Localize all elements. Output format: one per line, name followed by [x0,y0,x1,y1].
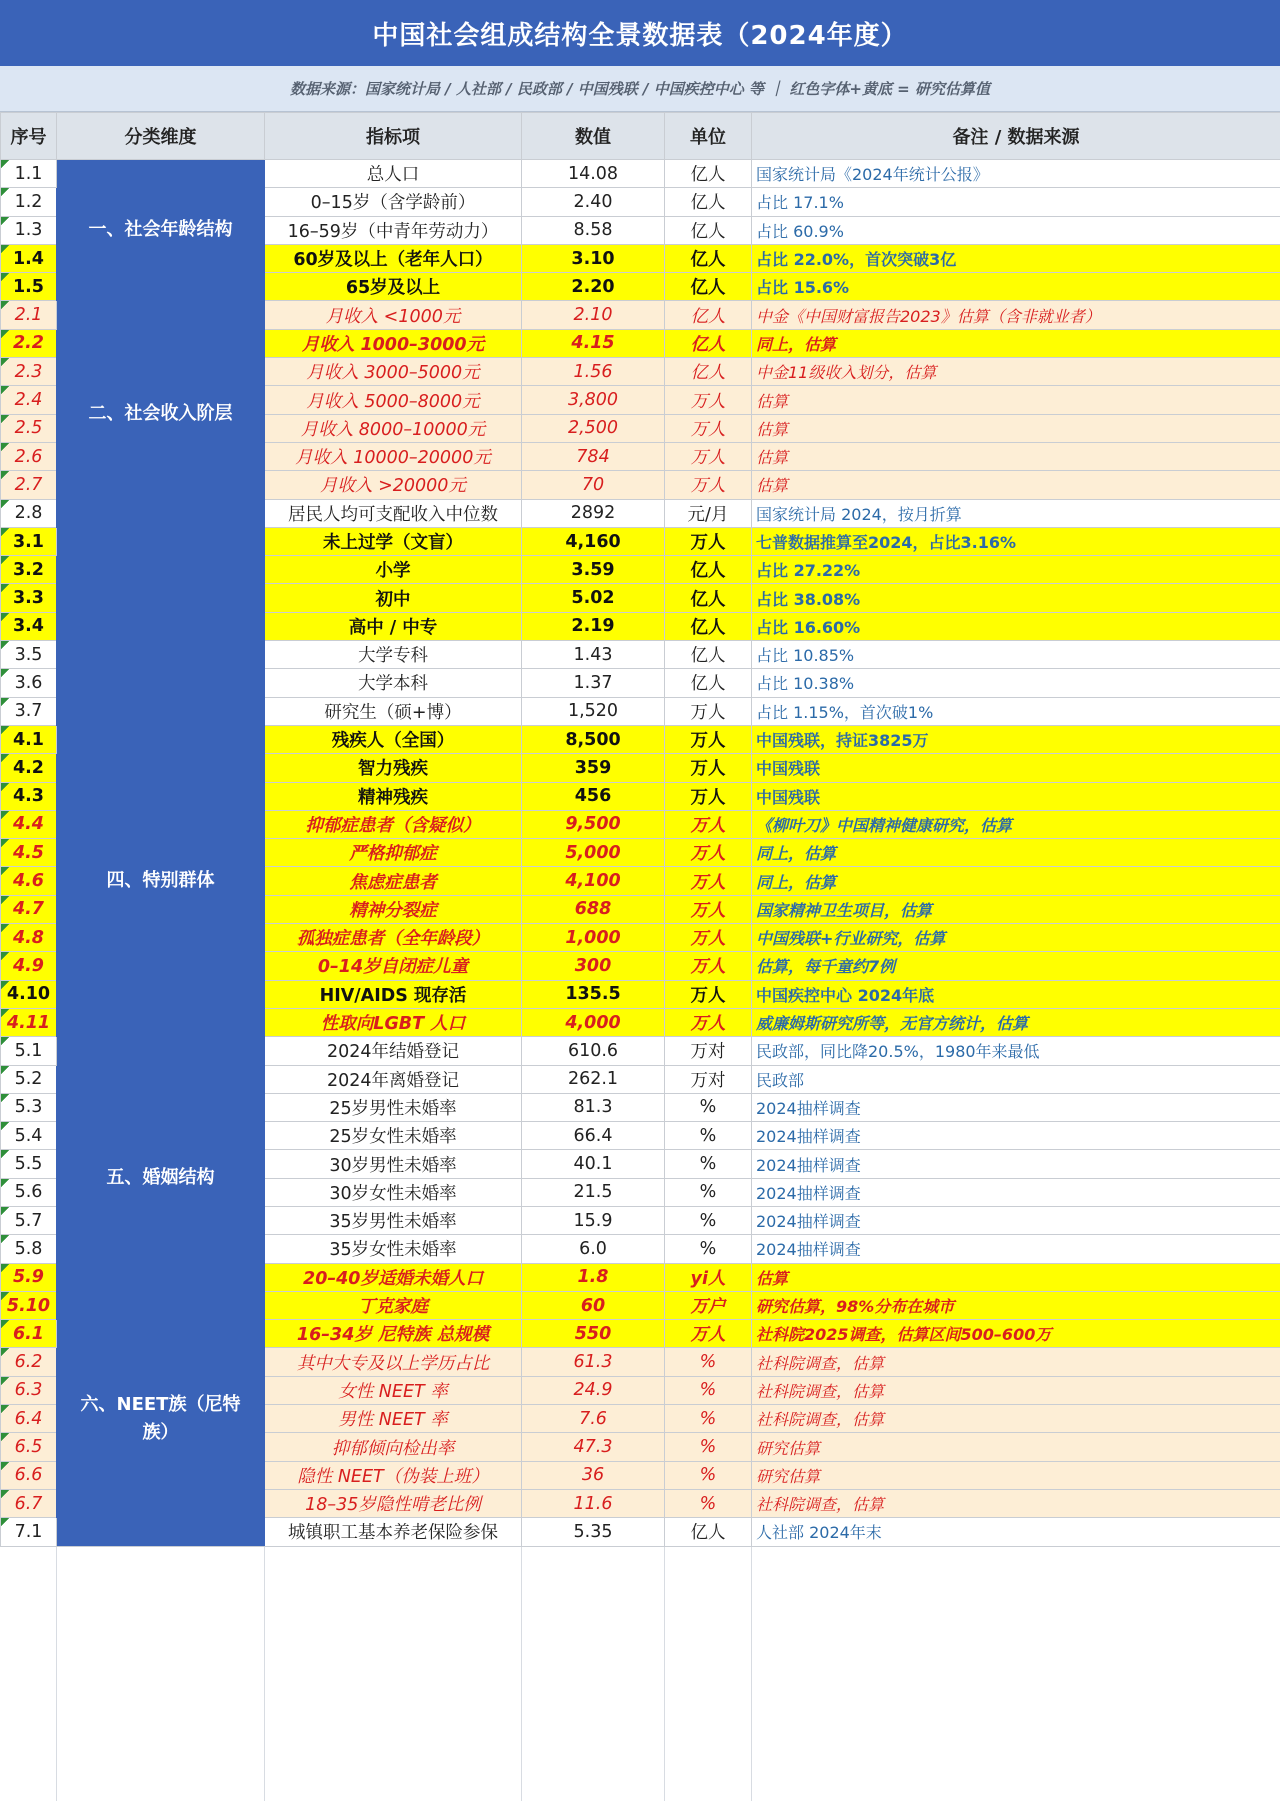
value-cell[interactable]: 24.9 [522,1376,665,1404]
unit-cell[interactable]: 亿人 [665,301,752,329]
note-cell[interactable]: 2024抽样调查 [752,1235,1280,1263]
note-cell[interactable]: 占比 1.15%，首次破1% [752,697,1280,725]
indicator-cell[interactable]: 精神分裂症 [265,895,522,923]
unit-cell[interactable]: 亿人 [665,641,752,669]
empty-rows-area [0,1546,1280,1801]
unit-cell[interactable]: % [665,1348,752,1376]
unit-cell[interactable]: % [665,1405,752,1433]
note-cell[interactable]: 社科院调查，估算 [752,1405,1280,1433]
table-row [1,1320,1280,1348]
value-cell[interactable]: 2.40 [522,188,665,216]
unit-cell[interactable]: 元/月 [665,499,752,527]
row-index-cell[interactable]: 2.3 [1,358,57,386]
row-index-cell[interactable]: 3.1 [1,527,57,555]
unit-cell[interactable]: % [665,1461,752,1489]
value-cell[interactable]: 11.6 [522,1489,665,1517]
indicator-cell[interactable]: 丁克家庭 [265,1291,522,1319]
note-cell[interactable]: 威廉姆斯研究所等，无官方统计，估算 [752,1008,1280,1036]
column-header-category[interactable]: 分类维度 [57,113,265,160]
indicator-cell[interactable]: 16–59岁（中青年劳动力） [265,216,522,244]
indicator-cell[interactable]: 30岁男性未婚率 [265,1150,522,1178]
value-cell[interactable]: 550 [522,1320,665,1348]
row-index-cell[interactable]: 3.3 [1,584,57,612]
row-index-cell[interactable]: 2.8 [1,499,57,527]
unit-cell[interactable]: 亿人 [665,273,752,301]
note-cell[interactable]: 占比 10.38% [752,669,1280,697]
row-index-cell[interactable]: 3.4 [1,612,57,640]
row-index-cell[interactable]: 2.4 [1,386,57,414]
unit-cell[interactable]: 万人 [665,527,752,555]
unit-cell[interactable]: 亿人 [665,612,752,640]
row-index-cell[interactable]: 4.1 [1,725,57,753]
indicator-cell[interactable]: 2024年离婚登记 [265,1065,522,1093]
category-group-cell[interactable]: 一、社会年龄结构 [57,160,265,301]
note-cell[interactable]: 估算 [752,471,1280,499]
value-cell[interactable]: 2.10 [522,301,665,329]
note-cell[interactable]: 社科院调查，估算 [752,1376,1280,1404]
indicator-cell[interactable]: HIV/AIDS 现存活 [265,980,522,1008]
indicator-cell[interactable]: 智力残疾 [265,754,522,782]
value-cell[interactable]: 14.08 [522,160,665,188]
unit-cell[interactable]: 万人 [665,895,752,923]
note-cell[interactable]: 中国残联+行业研究，估算 [752,924,1280,952]
indicator-cell[interactable]: 居民人均可支配收入中位数 [265,499,522,527]
value-cell[interactable]: 5.35 [522,1518,665,1546]
indicator-cell[interactable]: 隐性 NEET（伪装上班） [265,1461,522,1489]
indicator-cell[interactable]: 65岁及以上 [265,273,522,301]
unit-cell[interactable]: 亿人 [665,669,752,697]
note-cell[interactable]: 占比 27.22% [752,556,1280,584]
indicator-cell[interactable]: 高中 / 中专 [265,612,522,640]
header-row [1,113,1280,160]
row-index-cell[interactable]: 3.5 [1,641,57,669]
note-cell[interactable]: 研究估算，98%分布在城市 [752,1291,1280,1319]
table-row [1,527,1280,555]
indicator-cell[interactable]: 总人口 [265,160,522,188]
unit-cell[interactable]: 万人 [665,867,752,895]
indicator-cell[interactable]: 0–14岁自闭症儿童 [265,952,522,980]
row-index-cell[interactable]: 2.1 [1,301,57,329]
value-cell[interactable]: 456 [522,782,665,810]
value-cell[interactable]: 2.19 [522,612,665,640]
row-index-cell[interactable]: 1.1 [1,160,57,188]
row-index-cell[interactable]: 6.7 [1,1489,57,1517]
row-index-cell[interactable]: 1.2 [1,188,57,216]
unit-cell[interactable]: 万人 [665,782,752,810]
note-cell[interactable]: 中国残联 [752,754,1280,782]
note-cell[interactable]: 中国残联，持证3825万 [752,725,1280,753]
value-cell[interactable]: 70 [522,471,665,499]
note-cell[interactable]: 2024抽样调查 [752,1122,1280,1150]
row-index-cell[interactable]: 1.5 [1,273,57,301]
value-cell[interactable]: 784 [522,442,665,470]
value-cell[interactable]: 6.0 [522,1235,665,1263]
value-cell[interactable]: 61.3 [522,1348,665,1376]
gridline [664,1547,665,1801]
note-cell[interactable]: 占比 38.08% [752,584,1280,612]
gridline [751,1547,752,1801]
note-cell[interactable]: 占比 17.1% [752,188,1280,216]
table-row [1,725,1280,753]
table-row [1,1518,1280,1546]
note-cell[interactable]: 占比 15.6% [752,273,1280,301]
indicator-cell[interactable]: 男性 NEET 率 [265,1405,522,1433]
unit-cell[interactable]: 万人 [665,725,752,753]
table-title-text: 中国社会组成结构全景数据表（2024年度） [372,20,908,51]
unit-cell[interactable]: 万人 [665,980,752,1008]
unit-cell[interactable]: yi人 [665,1263,752,1291]
note-cell[interactable]: 估算 [752,1263,1280,1291]
note-cell[interactable]: 同上，估算 [752,839,1280,867]
row-index-cell[interactable]: 5.3 [1,1093,57,1121]
value-cell[interactable]: 688 [522,895,665,923]
value-cell[interactable]: 300 [522,952,665,980]
unit-cell[interactable]: 万人 [665,924,752,952]
row-index-cell[interactable]: 5.8 [1,1235,57,1263]
value-cell[interactable]: 1.56 [522,358,665,386]
indicator-cell[interactable]: 20–40岁适婚未婚人口 [265,1263,522,1291]
value-cell[interactable]: 3,800 [522,386,665,414]
unit-cell[interactable]: 万人 [665,810,752,838]
value-cell[interactable]: 262.1 [522,1065,665,1093]
row-index-cell[interactable]: 4.10 [1,980,57,1008]
row-index-cell[interactable]: 4.7 [1,895,57,923]
row-index-cell[interactable]: 5.10 [1,1291,57,1319]
unit-cell[interactable]: % [665,1178,752,1206]
note-cell[interactable]: 估算 [752,442,1280,470]
gridline [521,1547,522,1801]
row-index-cell[interactable]: 2.2 [1,329,57,357]
column-header-indicator[interactable]: 指标项 [265,113,522,160]
row-index-cell[interactable]: 5.7 [1,1206,57,1234]
value-cell[interactable]: 8.58 [522,216,665,244]
unit-cell[interactable]: 亿人 [665,556,752,584]
note-cell[interactable]: 社科院2025调查，估算区间500–600万 [752,1320,1280,1348]
table-row [1,1037,1280,1065]
value-cell[interactable]: 1,000 [522,924,665,952]
gridline [56,1547,57,1801]
unit-cell[interactable]: 万人 [665,442,752,470]
indicator-cell[interactable]: 2024年结婚登记 [265,1037,522,1065]
indicator-cell[interactable]: 严格抑郁症 [265,839,522,867]
unit-cell[interactable]: 万人 [665,952,752,980]
note-cell[interactable]: 研究估算 [752,1461,1280,1489]
unit-cell[interactable]: 万人 [665,697,752,725]
value-cell[interactable]: 5.02 [522,584,665,612]
unit-cell[interactable]: 万对 [665,1037,752,1065]
indicator-cell[interactable]: 性取向LGBT 人口 [265,1008,522,1036]
unit-cell[interactable]: 万人 [665,839,752,867]
indicator-cell[interactable]: 月收入 1000–3000元 [265,329,522,357]
value-cell[interactable]: 47.3 [522,1433,665,1461]
value-cell[interactable]: 36 [522,1461,665,1489]
indicator-cell[interactable]: 残疾人（全国） [265,725,522,753]
row-index-cell[interactable]: 3.2 [1,556,57,584]
unit-cell[interactable]: % [665,1206,752,1234]
value-cell[interactable]: 66.4 [522,1122,665,1150]
note-cell[interactable]: 估算 [752,386,1280,414]
value-cell[interactable]: 81.3 [522,1093,665,1121]
value-cell[interactable]: 3.59 [522,556,665,584]
row-index-cell[interactable]: 5.5 [1,1150,57,1178]
row-index-cell[interactable]: 5.9 [1,1263,57,1291]
indicator-cell[interactable]: 月收入 >20000元 [265,471,522,499]
row-index-cell[interactable]: 6.1 [1,1320,57,1348]
unit-cell[interactable]: 亿人 [665,358,752,386]
row-index-cell[interactable]: 5.4 [1,1122,57,1150]
indicator-cell[interactable]: 16–34岁 尼特族 总规模 [265,1320,522,1348]
row-index-cell[interactable]: 4.8 [1,924,57,952]
row-index-cell[interactable]: 4.3 [1,782,57,810]
value-cell[interactable]: 15.9 [522,1206,665,1234]
unit-cell[interactable]: % [665,1376,752,1404]
unit-cell[interactable]: 万人 [665,471,752,499]
unit-cell[interactable]: % [665,1235,752,1263]
column-header-index[interactable]: 序号 [1,113,57,160]
row-index-cell[interactable]: 7.1 [1,1518,57,1546]
row-index-cell[interactable]: 4.9 [1,952,57,980]
note-cell[interactable]: 中金11级收入划分，估算 [752,358,1280,386]
unit-cell[interactable]: 万人 [665,1320,752,1348]
indicator-cell[interactable]: 抑郁症患者（含疑似） [265,810,522,838]
note-cell[interactable]: 占比 16.60% [752,612,1280,640]
unit-cell[interactable]: 万对 [665,1065,752,1093]
unit-cell[interactable]: 万人 [665,386,752,414]
indicator-cell[interactable]: 抑郁倾向检出率 [265,1433,522,1461]
value-cell[interactable]: 40.1 [522,1150,665,1178]
row-index-cell[interactable]: 4.11 [1,1008,57,1036]
row-index-cell[interactable]: 2.7 [1,471,57,499]
note-cell[interactable]: 占比 60.9% [752,216,1280,244]
category-group-cell[interactable]: 五、婚姻结构 [57,1037,265,1320]
note-cell[interactable]: 民政部 [752,1065,1280,1093]
indicator-cell[interactable]: 大学本科 [265,669,522,697]
source-line [0,66,1280,112]
indicator-cell[interactable]: 月收入 8000–10000元 [265,414,522,442]
column-header-note[interactable]: 备注 / 数据来源 [752,113,1280,160]
note-cell[interactable]: 中国残联 [752,782,1280,810]
unit-cell[interactable]: % [665,1093,752,1121]
indicator-cell[interactable]: 小学 [265,556,522,584]
note-cell[interactable]: 中金《中国财富报告2023》估算（含非就业者） [752,301,1280,329]
row-index-cell[interactable]: 2.6 [1,442,57,470]
indicator-cell[interactable]: 焦虑症患者 [265,867,522,895]
row-index-cell[interactable]: 3.6 [1,669,57,697]
value-cell[interactable]: 2892 [522,499,665,527]
unit-cell[interactable]: 亿人 [665,216,752,244]
note-cell[interactable]: 2024抽样调查 [752,1178,1280,1206]
indicator-cell[interactable]: 0–15岁（含学龄前） [265,188,522,216]
value-cell[interactable]: 135.5 [522,980,665,1008]
category-group-cell[interactable]: 四、特别群体 [57,725,265,1036]
note-cell[interactable]: 社科院调查，估算 [752,1348,1280,1376]
value-cell[interactable]: 7.6 [522,1405,665,1433]
note-cell[interactable]: 国家统计局《2024年统计公报》 [752,160,1280,188]
value-cell[interactable]: 1.37 [522,669,665,697]
unit-cell[interactable]: 万人 [665,754,752,782]
value-cell[interactable]: 1.8 [522,1263,665,1291]
note-cell[interactable]: 占比 22.0%，首次突破3亿 [752,244,1280,272]
note-cell[interactable]: 国家统计局 2024，按月折算 [752,499,1280,527]
table-title [0,0,1280,66]
row-index-cell[interactable]: 4.4 [1,810,57,838]
indicator-cell[interactable]: 60岁及以上（老年人口） [265,244,522,272]
indicator-cell[interactable]: 研究生（硕+博） [265,697,522,725]
note-cell[interactable]: 研究估算 [752,1433,1280,1461]
row-index-cell[interactable]: 4.6 [1,867,57,895]
row-index-cell[interactable]: 1.4 [1,244,57,272]
value-cell[interactable]: 610.6 [522,1037,665,1065]
note-cell[interactable]: 2024抽样调查 [752,1150,1280,1178]
column-header-unit[interactable]: 单位 [665,113,752,160]
unit-cell[interactable]: 亿人 [665,584,752,612]
indicator-cell[interactable]: 月收入 10000–20000元 [265,442,522,470]
indicator-cell[interactable]: 18–35岁隐性啃老比例 [265,1489,522,1517]
value-cell[interactable]: 4,000 [522,1008,665,1036]
row-index-cell[interactable]: 4.5 [1,839,57,867]
note-cell[interactable]: 七普数据推算至2024，占比3.16% [752,527,1280,555]
indicator-cell[interactable]: 孤独症患者（全年龄段） [265,924,522,952]
table-row [1,301,1280,329]
value-cell[interactable]: 4,160 [522,527,665,555]
source-line-text: 数据来源：国家统计局 / 人社部 / 民政部 / 中国残联 / 中国疾控中心 等 ｜ 红色字体+黄底 = 研究估算值 [290,80,990,98]
table-row [1,160,1280,188]
category-group-cell[interactable]: 六、NEET族（尼特族） [57,1320,265,1518]
row-index-cell[interactable]: 6.4 [1,1405,57,1433]
indicator-cell[interactable]: 未上过学（文盲） [265,527,522,555]
indicator-cell[interactable]: 30岁女性未婚率 [265,1178,522,1206]
unit-cell[interactable]: 亿人 [665,329,752,357]
indicator-cell[interactable]: 月收入 3000–5000元 [265,358,522,386]
row-index-cell[interactable]: 5.2 [1,1065,57,1093]
value-cell[interactable]: 8,500 [522,725,665,753]
row-index-cell[interactable]: 6.5 [1,1433,57,1461]
value-cell[interactable]: 2,500 [522,414,665,442]
value-cell[interactable]: 3.10 [522,244,665,272]
indicator-cell[interactable]: 大学专科 [265,641,522,669]
table-body [1,160,1280,1773]
row-index-cell[interactable]: 6.2 [1,1348,57,1376]
value-cell[interactable]: 1.43 [522,641,665,669]
note-cell[interactable]: 民政部，同比降20.5%，1980年来最低 [752,1037,1280,1065]
value-cell[interactable]: 5,000 [522,839,665,867]
unit-cell[interactable]: % [665,1150,752,1178]
data-table [0,112,1280,1773]
unit-cell[interactable]: 万户 [665,1291,752,1319]
note-cell[interactable]: 占比 10.85% [752,641,1280,669]
gridline [264,1547,265,1801]
value-cell[interactable]: 359 [522,754,665,782]
indicator-cell[interactable]: 城镇职工基本养老保险参保 [265,1518,522,1546]
row-index-cell[interactable]: 6.3 [1,1376,57,1404]
unit-cell[interactable]: 亿人 [665,1518,752,1546]
unit-cell[interactable]: % [665,1489,752,1517]
indicator-cell[interactable]: 35岁女性未婚率 [265,1235,522,1263]
indicator-cell[interactable]: 精神残疾 [265,782,522,810]
row-index-cell[interactable]: 2.5 [1,414,57,442]
column-header-value[interactable]: 数值 [522,113,665,160]
indicator-cell[interactable]: 25岁女性未婚率 [265,1122,522,1150]
note-cell[interactable]: 中国疾控中心 2024年底 [752,980,1280,1008]
value-cell[interactable]: 4,100 [522,867,665,895]
indicator-cell[interactable]: 女性 NEET 率 [265,1376,522,1404]
note-cell[interactable]: 估算 [752,414,1280,442]
unit-cell[interactable]: % [665,1433,752,1461]
note-cell[interactable]: 2024抽样调查 [752,1206,1280,1234]
row-index-cell[interactable]: 3.7 [1,697,57,725]
value-cell[interactable]: 2.20 [522,273,665,301]
indicator-cell[interactable]: 月收入 <1000元 [265,301,522,329]
unit-cell[interactable]: 万人 [665,414,752,442]
row-index-cell[interactable]: 1.3 [1,216,57,244]
unit-cell[interactable]: 万人 [665,1008,752,1036]
note-cell[interactable]: 社科院调查，估算 [752,1489,1280,1517]
indicator-cell[interactable]: 初中 [265,584,522,612]
indicator-cell[interactable]: 25岁男性未婚率 [265,1093,522,1121]
value-cell[interactable]: 9,500 [522,810,665,838]
note-cell[interactable]: 估算，每千童约7例 [752,952,1280,980]
indicator-cell[interactable]: 月收入 5000–8000元 [265,386,522,414]
note-cell[interactable]: 人社部 2024年末 [752,1518,1280,1546]
value-cell[interactable]: 4.15 [522,329,665,357]
row-index-cell[interactable]: 5.1 [1,1037,57,1065]
unit-cell[interactable]: % [665,1122,752,1150]
category-group-cell[interactable] [57,527,265,725]
row-index-cell[interactable]: 4.2 [1,754,57,782]
indicator-cell[interactable]: 35岁男性未婚率 [265,1206,522,1234]
row-index-cell[interactable]: 6.6 [1,1461,57,1489]
row-index-cell[interactable]: 5.6 [1,1178,57,1206]
note-cell[interactable]: 同上，估算 [752,329,1280,357]
note-cell[interactable]: 国家精神卫生项目，估算 [752,895,1280,923]
note-cell[interactable]: 同上，估算 [752,867,1280,895]
value-cell[interactable]: 1,520 [522,697,665,725]
unit-cell[interactable]: 亿人 [665,188,752,216]
value-cell[interactable]: 60 [522,1291,665,1319]
note-cell[interactable]: 2024抽样调查 [752,1093,1280,1121]
value-cell[interactable]: 21.5 [522,1178,665,1206]
category-group-cell[interactable]: 二、社会收入阶层 [57,301,265,527]
note-cell[interactable]: 《柳叶刀》中国精神健康研究，估算 [752,810,1280,838]
unit-cell[interactable]: 亿人 [665,244,752,272]
indicator-cell[interactable]: 其中大专及以上学历占比 [265,1348,522,1376]
unit-cell[interactable]: 亿人 [665,160,752,188]
